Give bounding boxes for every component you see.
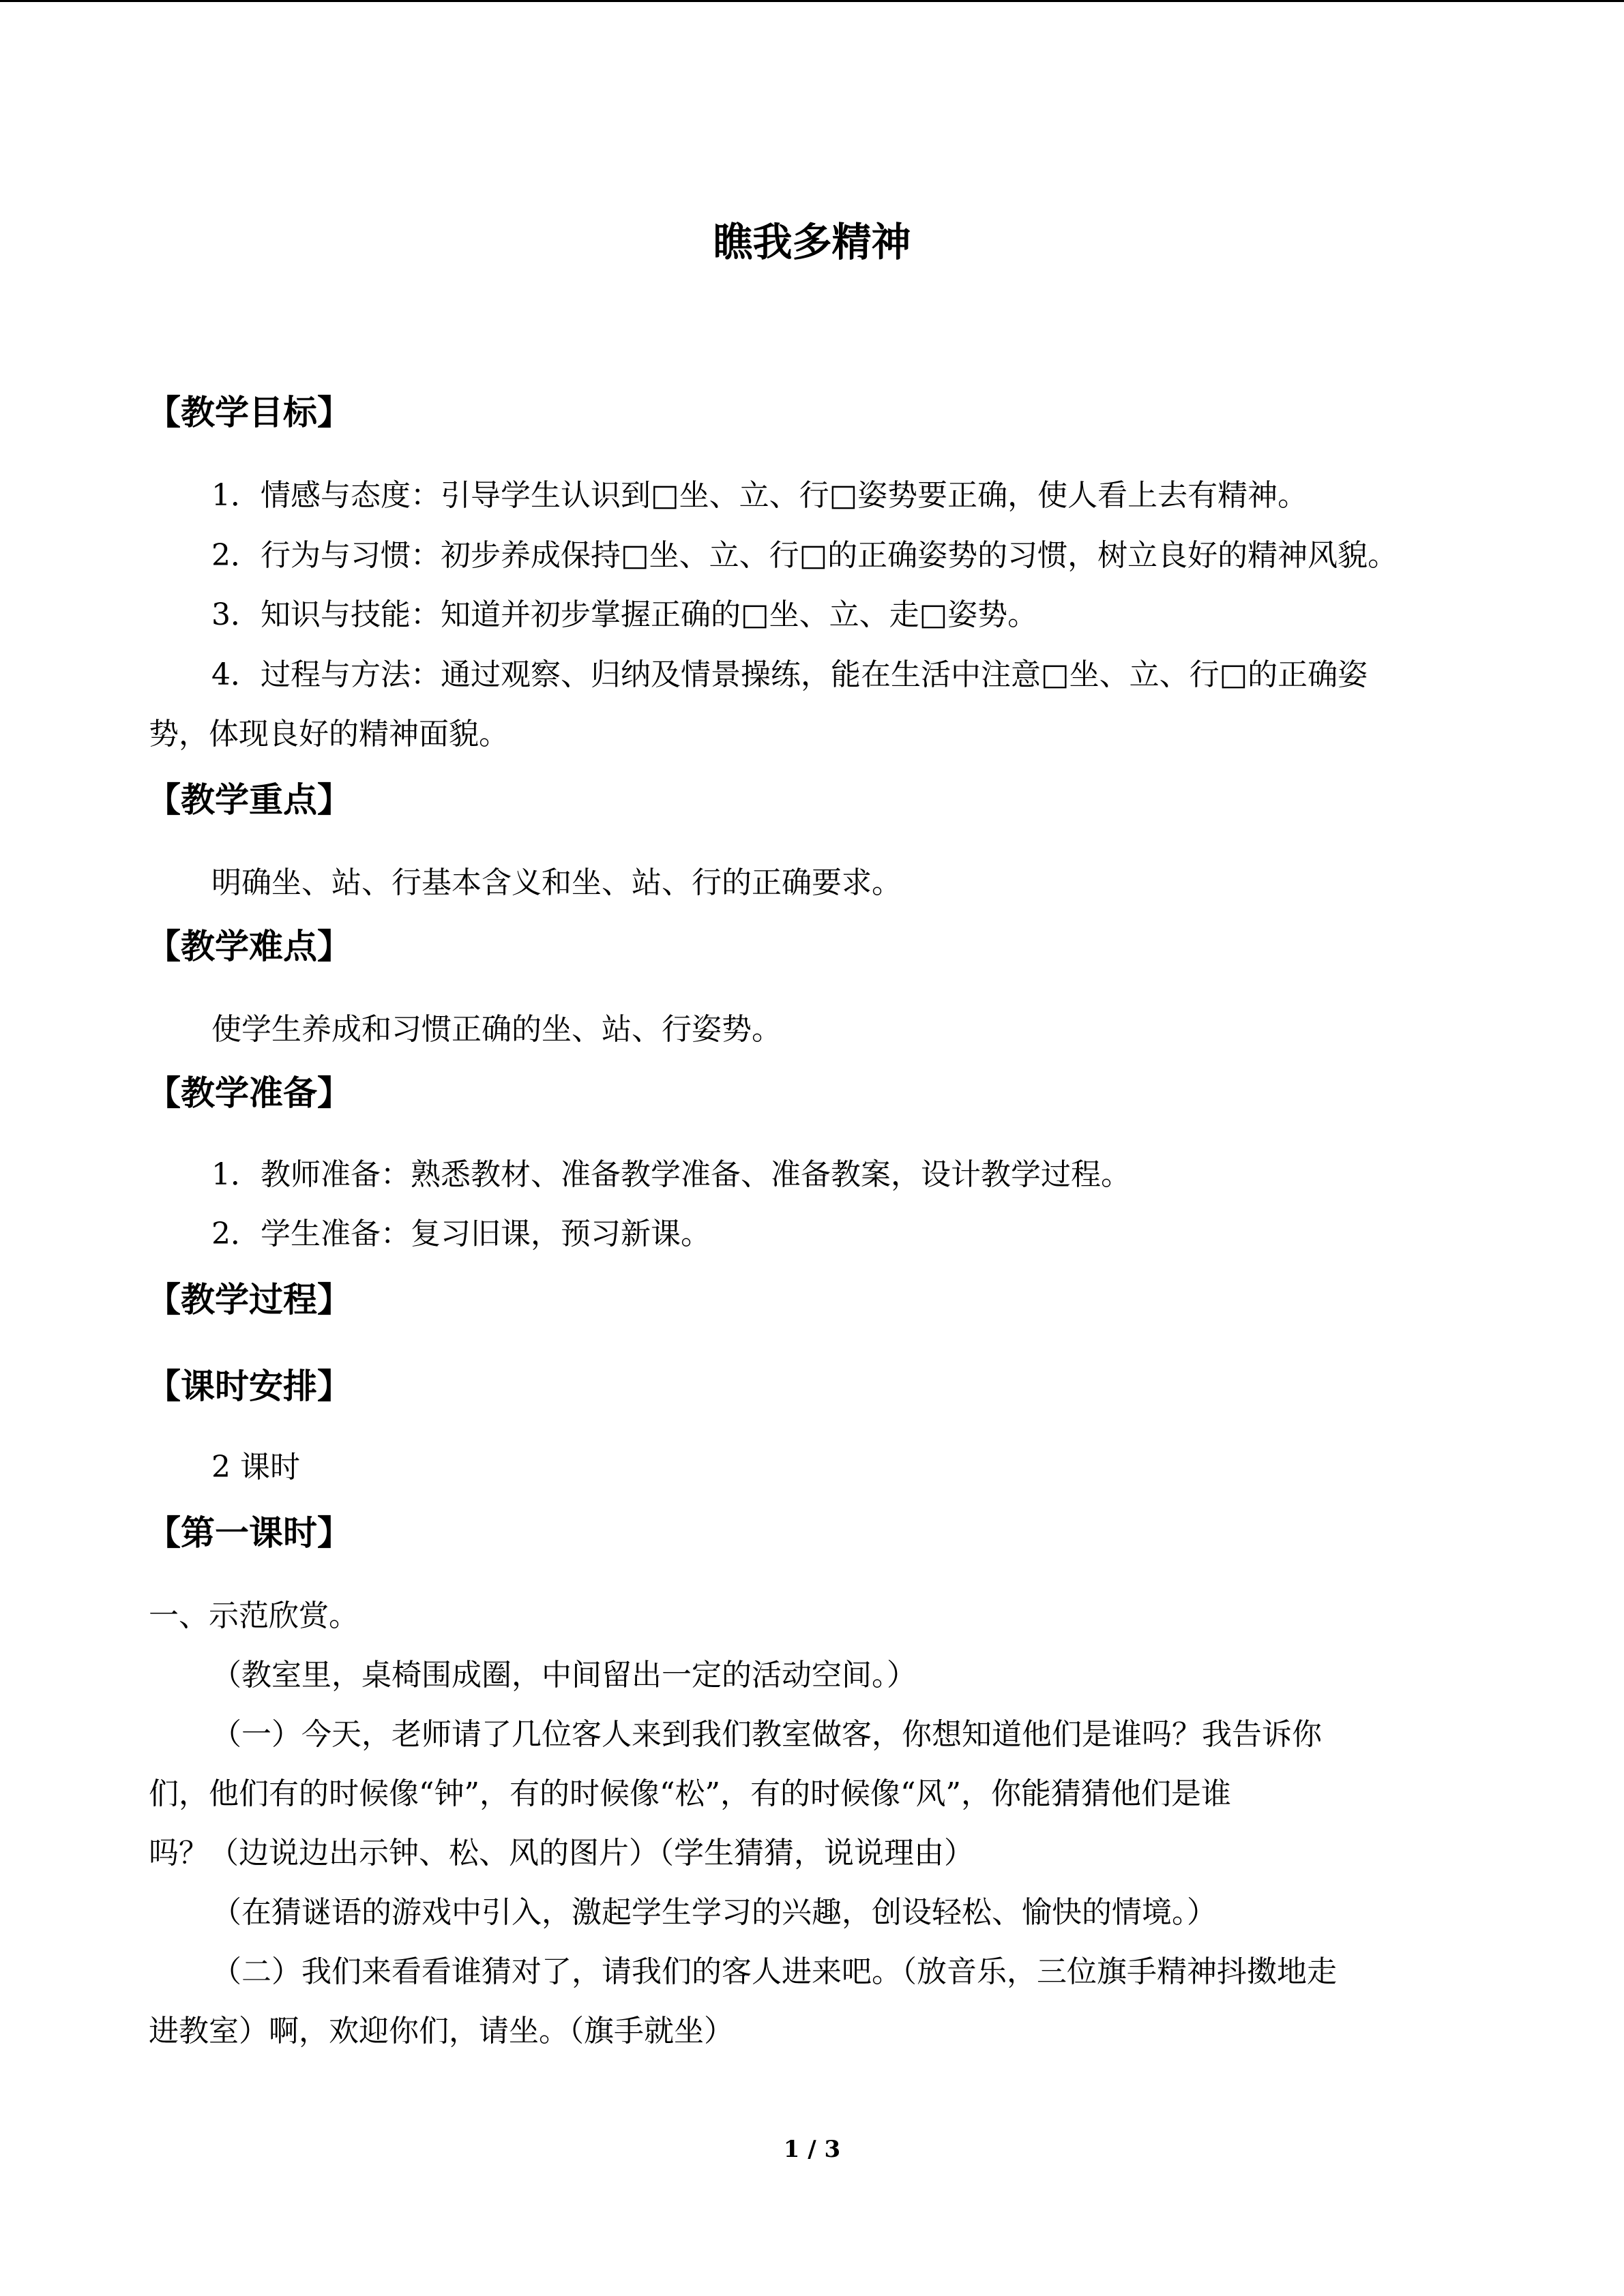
- objective-line: 势，体现良好的精神面貌。: [149, 717, 509, 751]
- objective-line: 2．行为与习惯：初步养成保持□坐、立、行□的正确姿势的习惯，树立良好的精神风貌。: [211, 538, 1398, 573]
- schedule-text: 2 课时: [211, 1450, 300, 1485]
- page-number: 1 / 3: [783, 2136, 841, 2163]
- top-border: [0, 0, 1624, 2]
- lesson-line: 吗？（边说边出示钟、松、风的图片）（学生猜猜，说说理由）: [149, 1836, 974, 1870]
- lesson-line: （二）我们来看看谁猜对了，请我们的客人进来吧。（放音乐，三位旗手精神抖擞地走: [211, 1954, 1337, 1989]
- lesson-line: 进教室）啊，欢迎你们，请坐。（旗手就坐）: [149, 2014, 734, 2048]
- lesson-line: （在猜谜语的游戏中引入，激起学生学习的兴趣，创设轻松、愉快的情境。）: [211, 1895, 1217, 1930]
- preparation-line: 1．教师准备：熟悉教材、准备教学准备、准备教案，设计教学过程。: [211, 1157, 1131, 1192]
- heading-objectives: 【教学目标】: [147, 393, 351, 432]
- lesson-line: 们，他们有的时候像“钟”，有的时候像“松”，有的时候像“风”，你能猜猜他们是谁: [149, 1776, 1231, 1811]
- preparation-line: 2．学生准备：复习旧课，预习新课。: [211, 1217, 711, 1251]
- heading-first-lesson: 【第一课时】: [147, 1513, 351, 1553]
- lesson-line: （教室里，桌椅围成圈，中间留出一定的活动空间。）: [211, 1658, 917, 1693]
- key-points-text: 明确坐、站、行基本含义和坐、站、行的正确要求。: [211, 865, 902, 900]
- heading-process: 【教学过程】: [147, 1280, 351, 1320]
- section-title: 一、示范欣赏。: [149, 1598, 359, 1633]
- lesson-line: （一）今天，老师请了几位客人来到我们教室做客，你想知道他们是谁吗？我告诉你: [211, 1717, 1322, 1752]
- objective-line: 1．情感与态度：引导学生认识到□坐、立、行□姿势要正确，使人看上去有精神。: [211, 478, 1308, 513]
- document-title: 瞧我多精神: [713, 219, 911, 265]
- objective-line: 3．知识与技能：知道并初步掌握正确的□坐、立、走□姿势。: [211, 597, 1038, 632]
- heading-schedule: 【课时安排】: [147, 1367, 351, 1406]
- objective-line: 4．过程与方法：通过观察、归纳及情景操练，能在生活中注意□坐、立、行□的正确姿: [211, 657, 1368, 692]
- difficulties-text: 使学生养成和习惯正确的坐、站、行姿势。: [211, 1012, 782, 1047]
- heading-difficulties: 【教学难点】: [147, 927, 351, 966]
- heading-preparation: 【教学准备】: [147, 1073, 351, 1113]
- heading-key-points: 【教学重点】: [147, 780, 351, 820]
